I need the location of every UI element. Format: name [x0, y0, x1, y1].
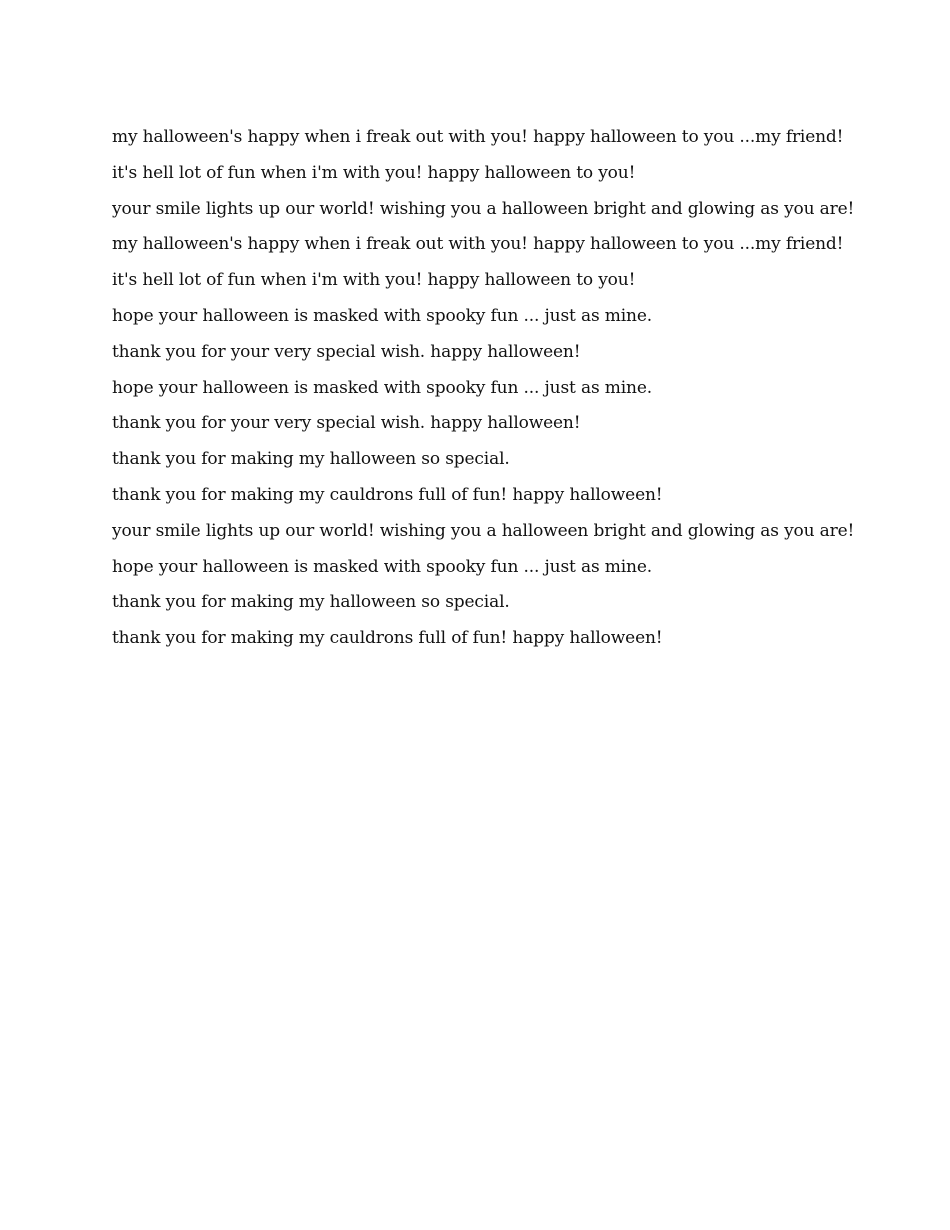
text-line-5: it's hell lot of fun when i'm with you! happy halloween to you! [112, 270, 636, 291]
text-line-10: thank you for making my halloween so special. [112, 449, 510, 470]
text-line-11: thank you for making my cauldrons full of fun! happy halloween! [112, 484, 663, 505]
text-line-6: hope your halloween is masked with spooky fun ... just as mine. [112, 305, 652, 326]
text-line-7: thank you for your very special wish. happy halloween! [112, 341, 581, 362]
text-line-14: thank you for making my halloween so special. [112, 592, 510, 613]
text-line-9: thank you for your very special wish. happy halloween! [112, 413, 581, 434]
text-line-13: hope your halloween is masked with spooky fun ... just as mine. [112, 556, 652, 577]
text-line-1: my halloween's happy when i freak out with you! happy halloween to you ...my friend! [112, 127, 844, 147]
text-line-8: hope your halloween is masked with spooky fun ... just as mine. [112, 377, 652, 398]
text-line-2: it's hell lot of fun when i'm with you! happy halloween to you! [112, 162, 636, 183]
document-body [112, 125, 872, 662]
text-line-4: my halloween's happy when i freak out with you! happy halloween to you ...my friend! [112, 234, 844, 255]
text-line-3: your smile lights up our world! wishing you a halloween bright and glowing as you are! [112, 198, 855, 219]
text-line-12: your smile lights up our world! wishing you a halloween bright and glowing as you are! [112, 520, 855, 541]
text-line-15: thank you for making my cauldrons full of fun! happy halloween! [112, 628, 663, 649]
